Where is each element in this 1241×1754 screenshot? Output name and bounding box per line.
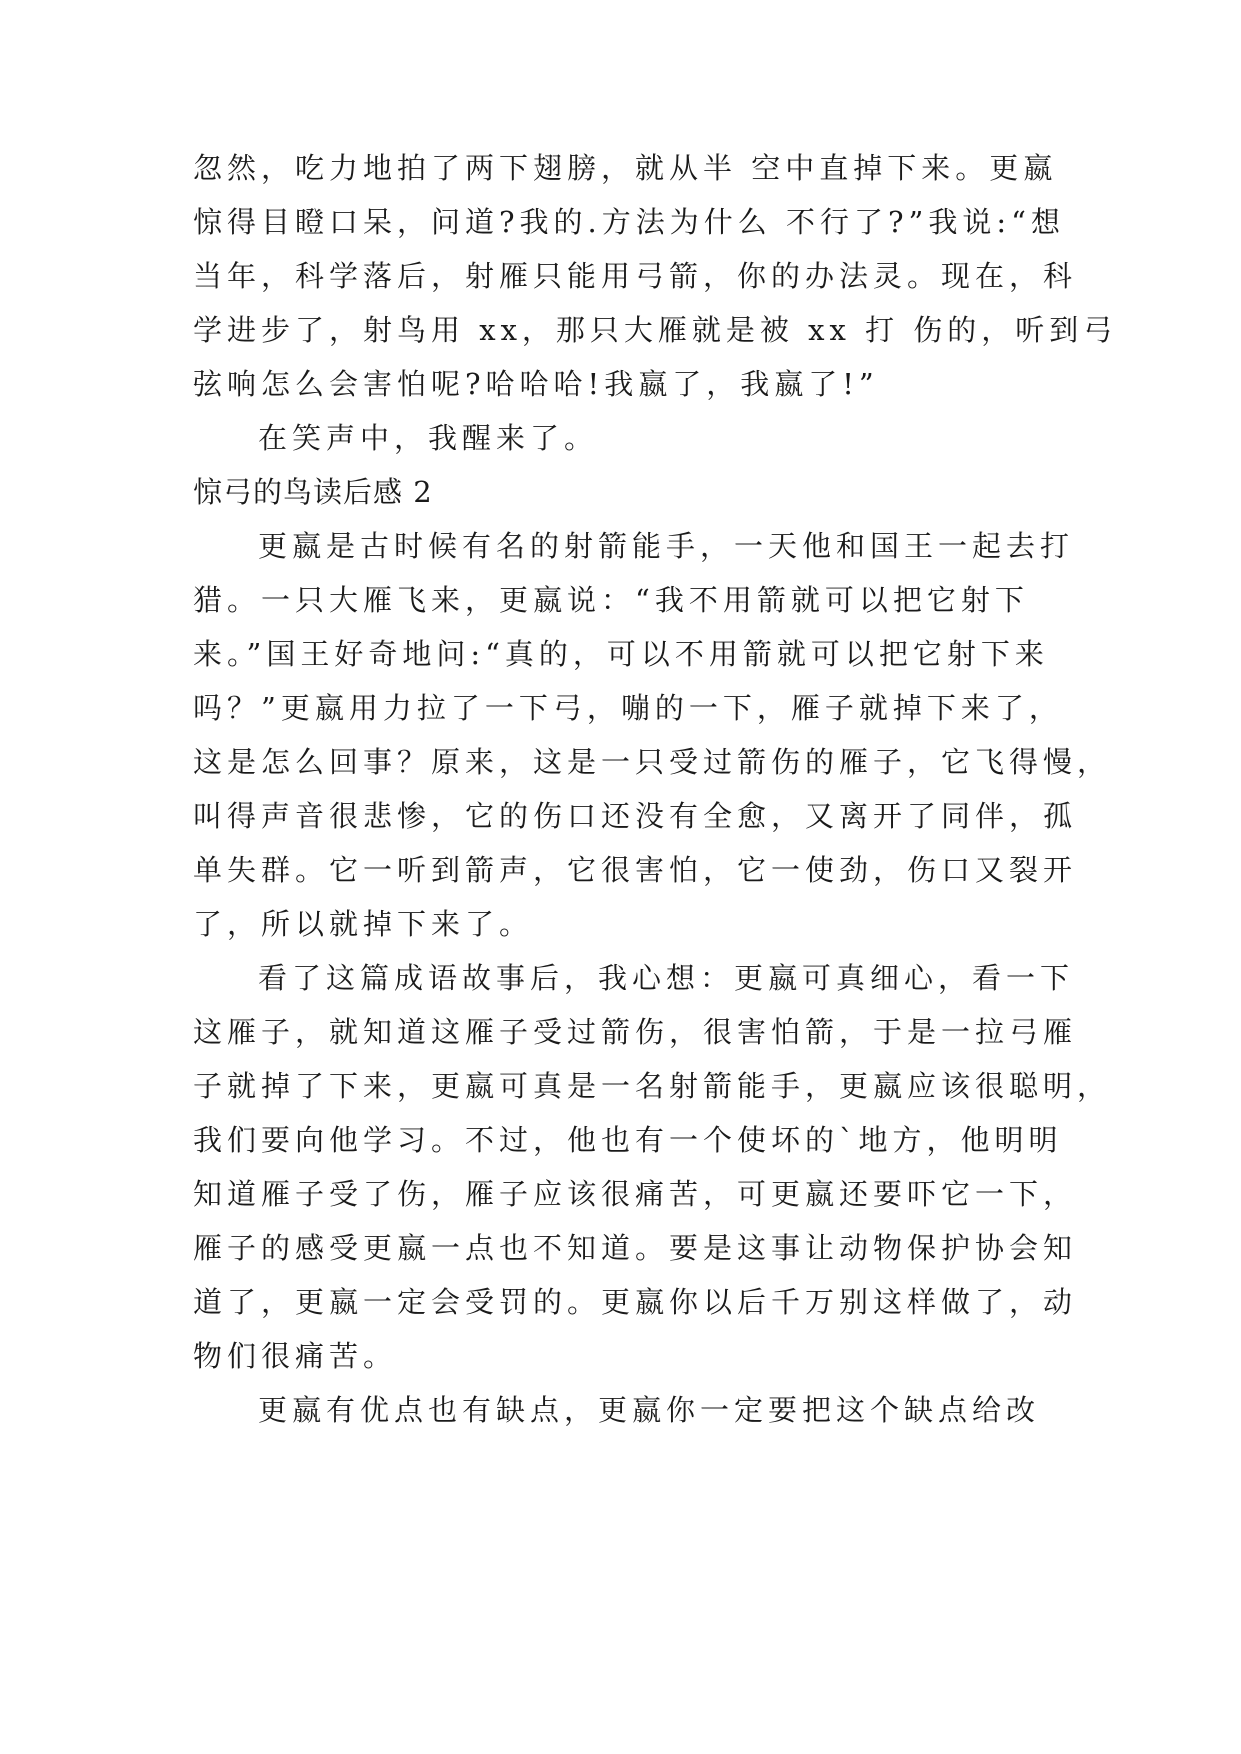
text-line: 这是怎么回事？原来，这是一只受过箭伤的雁子，它飞得慢， (193, 745, 1112, 779)
text-line: 在笑声中，我醒来了。 (258, 421, 599, 455)
text-line: 弦响怎么会害怕呢?哈哈哈!我嬴了，我嬴了!” (193, 367, 879, 401)
section-heading: 惊弓的鸟读后感 2 (193, 475, 433, 509)
text-line: 这雁子，就知道这雁子受过箭伤，很害怕箭，于是一拉弓雁 (193, 1015, 1078, 1049)
text-line: 看了这篇成语故事后，我心想：更嬴可真细心，看一下 (258, 961, 1075, 995)
text-line: 物们很痛苦。 (193, 1339, 398, 1373)
text-line: 更嬴有优点也有缺点，更嬴你一定要把这个缺点给改 (258, 1393, 1041, 1427)
text-line: 雁子的感受更嬴一点也不知道。要是这事让动物保护协会知 (193, 1231, 1078, 1265)
text-line: 惊得目瞪口呆，问道?我的.方法为什么 不行了?”我说:“想 (193, 205, 1065, 239)
text-line: 子就掉了下来，更嬴可真是一名射箭能手，更嬴应该很聪明， (193, 1069, 1112, 1103)
text-line: 了，所以就掉下来了。 (193, 907, 534, 941)
text-line: 我们要向他学习。不过，他也有一个使坏的`地方，他明明 (193, 1123, 1063, 1157)
text-line: 学进步了，射鸟用 xx，那只大雁就是被 xx 打 伤的，听到弓 (193, 313, 1118, 347)
text-line: 猎。一只大雁飞来，更嬴说：“我不用箭就可以把它射下 (193, 583, 1029, 617)
text-line: 叫得声音很悲惨，它的伤口还没有全愈，又离开了同伴，孤 (193, 799, 1078, 833)
text-line: 道了，更嬴一定会受罚的。更嬴你以后千万别这样做了，动 (193, 1285, 1078, 1319)
text-line: 吗？”更嬴用力拉了一下弓，嘣的一下，雁子就掉下来了， (193, 691, 1063, 725)
text-line: 知道雁子受了伤，雁子应该很痛苦，可更嬴还要吓它一下， (193, 1177, 1078, 1211)
text-line: 忽然，吃力地拍了两下翅膀，就从半 空中直掉下来。更嬴 (193, 151, 1058, 185)
text-line: 来。”国王好奇地问:“真的，可以不用箭就可以把它射下来 (193, 637, 1049, 671)
text-line: 更嬴是古时候有名的射箭能手，一天他和国王一起去打 (258, 529, 1075, 563)
text-line: 当年，科学落后，射雁只能用弓箭，你的办法灵。现在，科 (193, 259, 1078, 293)
text-line: 单失群。它一听到箭声，它很害怕，它一使劲，伤口又裂开 (193, 853, 1078, 887)
